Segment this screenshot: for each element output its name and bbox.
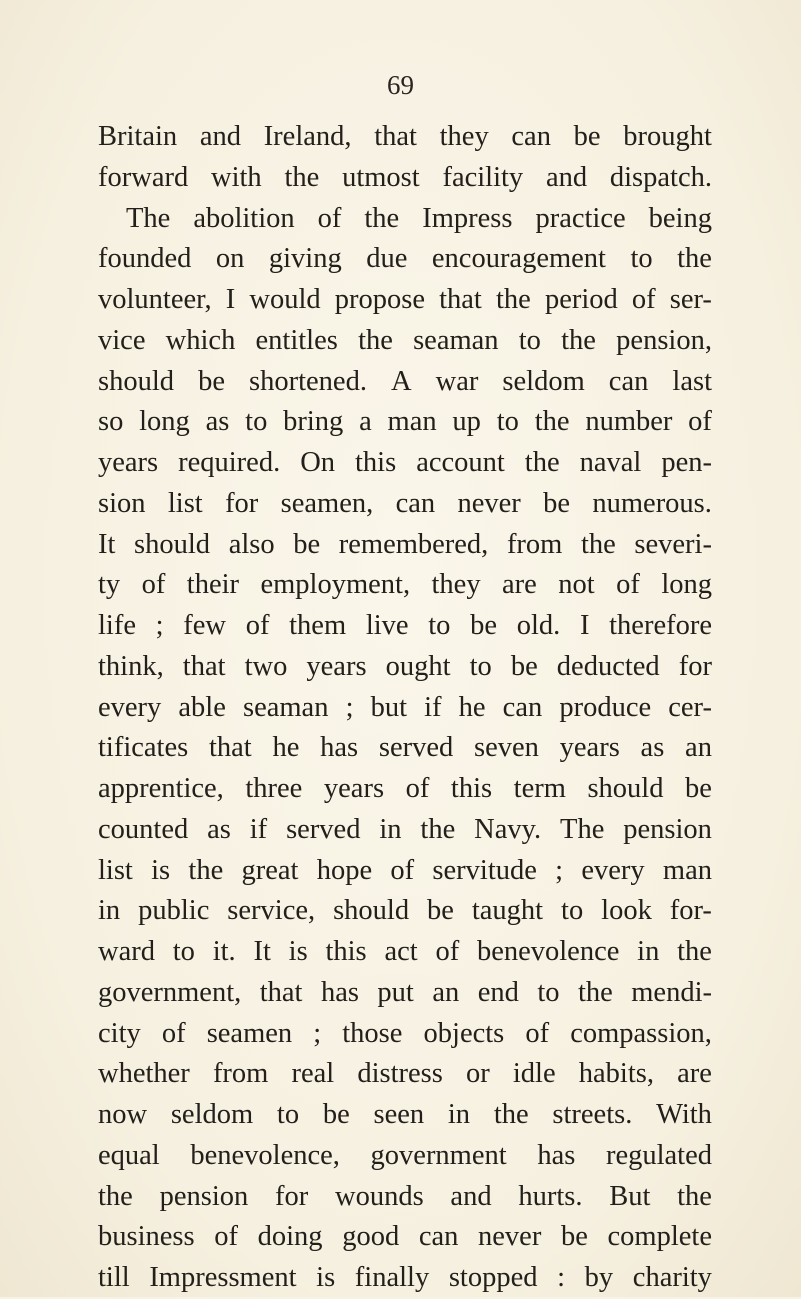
word: this: [450, 773, 493, 804]
word: seldom: [502, 365, 585, 397]
word: that: [182, 650, 226, 682]
word: due: [366, 243, 408, 275]
word: On: [300, 447, 336, 478]
word: whether: [98, 1058, 190, 1090]
word: A: [391, 365, 412, 397]
text-line: [98, 484, 712, 525]
word: benevolence,: [190, 1139, 340, 1171]
word: he: [458, 691, 486, 723]
word: pension: [623, 813, 712, 845]
word: service,: [227, 895, 316, 927]
word: real: [291, 1058, 335, 1090]
word: not: [558, 569, 595, 601]
text-line: [98, 810, 712, 851]
word: utmost: [342, 161, 420, 193]
word: public: [138, 895, 210, 927]
word: is: [316, 1262, 336, 1293]
word: seaman: [413, 324, 499, 356]
word: the: [677, 243, 712, 275]
word: the: [677, 936, 712, 967]
word: in: [637, 936, 660, 967]
word: charity: [632, 1262, 712, 1293]
word: years: [323, 773, 385, 804]
word: is: [288, 936, 308, 967]
word: cer-: [668, 691, 712, 723]
word: for-: [669, 895, 712, 927]
word: years: [306, 650, 367, 682]
word: which: [165, 324, 236, 356]
word: ought: [385, 650, 451, 682]
text-line: [98, 321, 712, 362]
word: the: [677, 1180, 712, 1212]
word: of: [214, 1221, 238, 1253]
text-line: [98, 117, 712, 158]
word: regulated: [605, 1139, 712, 1171]
text-line: [98, 1258, 712, 1299]
word: every: [98, 691, 162, 723]
word: in: [379, 813, 402, 845]
text-line: [98, 1054, 712, 1095]
word: are: [502, 569, 537, 601]
word: benevolence: [476, 936, 620, 967]
text-line: [98, 565, 712, 606]
word: has: [320, 976, 359, 1008]
word: to: [561, 895, 584, 927]
word: the: [420, 813, 456, 845]
word: that: [259, 976, 303, 1008]
word: every: [581, 854, 645, 886]
word: they: [439, 121, 489, 152]
word: of: [141, 569, 166, 601]
word: for: [225, 487, 259, 519]
word: that: [208, 732, 252, 764]
word: the: [284, 161, 320, 193]
word: and: [545, 161, 588, 193]
word: The: [126, 202, 171, 234]
text-line: [98, 647, 712, 688]
word: seaman: [242, 691, 329, 723]
word: able: [178, 691, 226, 723]
word: on: [215, 243, 245, 275]
word: hurts.: [518, 1180, 583, 1212]
word: act: [384, 936, 418, 967]
word: they: [431, 569, 481, 601]
word: the: [561, 324, 596, 356]
text-line: [98, 688, 712, 729]
word: stopped: [448, 1262, 538, 1293]
word: can: [395, 487, 436, 519]
word: with: [211, 161, 262, 193]
word: Impressment: [149, 1262, 297, 1293]
word: of: [245, 610, 270, 641]
word: business: [98, 1221, 195, 1253]
word: of: [317, 202, 342, 234]
word: up: [452, 406, 481, 438]
word: giving: [268, 243, 342, 275]
word: or: [465, 1058, 490, 1090]
word: naval: [579, 447, 642, 478]
word: can: [418, 1221, 459, 1253]
word: to: [245, 406, 268, 438]
word: to: [518, 324, 541, 356]
word: seven: [474, 732, 539, 764]
page-number: 69: [387, 70, 414, 100]
word: term: [513, 773, 566, 804]
word: to: [428, 610, 451, 641]
word: if: [249, 813, 268, 845]
word: account: [416, 447, 505, 478]
word: Navy.: [474, 813, 542, 845]
word: end: [477, 976, 519, 1008]
word: to: [172, 936, 195, 967]
word: The: [560, 813, 605, 845]
word: long: [661, 569, 712, 601]
word: vice: [98, 324, 146, 356]
word: but: [370, 691, 408, 723]
word: an: [685, 732, 712, 764]
word: to: [630, 243, 653, 275]
word: finally: [354, 1262, 430, 1293]
word: the: [495, 284, 531, 315]
word: ;: [155, 610, 164, 641]
word: old.: [516, 610, 561, 641]
text-line: [98, 525, 712, 566]
word: few: [183, 610, 227, 641]
word: seamen,: [280, 487, 374, 519]
word: as: [207, 813, 231, 845]
word: in: [447, 1099, 471, 1130]
word: equal: [98, 1139, 160, 1171]
word: would: [249, 284, 321, 315]
word: their: [186, 569, 240, 601]
text-line: [98, 769, 712, 810]
word: Impress: [422, 202, 513, 234]
word: should: [98, 365, 175, 397]
word: dispatch.: [609, 161, 712, 193]
text-line: [98, 932, 712, 973]
word: served: [378, 732, 454, 764]
word: entitles: [255, 324, 338, 356]
text-line: [98, 1136, 712, 1177]
word: the: [493, 1099, 529, 1130]
word: also: [228, 528, 275, 560]
word: government: [370, 1139, 507, 1171]
word: mendi-: [631, 976, 712, 1008]
word: doing: [257, 1221, 323, 1253]
word: pension,: [616, 324, 712, 356]
word: and: [450, 1180, 492, 1212]
text-line: [98, 1177, 712, 1218]
word: seamen: [206, 1017, 293, 1049]
word: founded: [98, 243, 192, 275]
word: shortened.: [249, 365, 367, 397]
word: that: [374, 121, 417, 152]
word: to: [469, 650, 492, 682]
word: distress: [357, 1058, 443, 1090]
word: be: [470, 610, 498, 641]
word: I: [579, 610, 590, 641]
word: be: [427, 895, 454, 927]
text-line: [98, 362, 712, 403]
word: to: [537, 976, 560, 1008]
word: be: [293, 528, 321, 560]
word: has: [537, 1139, 576, 1171]
word: should: [587, 773, 664, 804]
word: of: [525, 1017, 550, 1049]
word: can: [502, 691, 543, 723]
word: being: [648, 202, 712, 234]
word: an: [432, 976, 460, 1008]
word: years: [559, 732, 620, 764]
word: served: [286, 813, 361, 845]
word: the: [188, 854, 224, 886]
word: :: [557, 1262, 566, 1293]
word: good: [342, 1221, 400, 1253]
word: them: [289, 610, 347, 641]
text-line: [98, 199, 712, 240]
word: number: [585, 406, 673, 438]
word: idle: [512, 1058, 556, 1090]
word: encouragement: [431, 243, 606, 275]
word: be: [573, 121, 601, 152]
text-line: [98, 973, 712, 1014]
word: of: [390, 854, 415, 886]
word: life: [98, 610, 136, 641]
word: pen-: [661, 447, 712, 478]
word: I: [225, 284, 236, 315]
word: the: [364, 202, 400, 234]
word: remembered,: [338, 528, 489, 560]
word: be: [322, 1099, 350, 1130]
word: never: [478, 1221, 542, 1253]
word: should: [134, 528, 211, 560]
word: therefore: [609, 610, 712, 641]
word: should: [333, 895, 410, 927]
word: be: [510, 650, 538, 682]
word: the: [577, 976, 613, 1008]
word: can: [608, 365, 649, 397]
word: required.: [178, 447, 281, 478]
word: two: [244, 650, 288, 682]
word: bring: [283, 406, 344, 438]
word: put: [377, 976, 414, 1008]
word: look: [601, 895, 652, 927]
word: last: [672, 365, 712, 397]
word: objects: [423, 1017, 505, 1049]
word: be: [560, 1221, 588, 1253]
word: of: [616, 569, 640, 601]
word: facility: [442, 161, 524, 193]
word: period: [544, 284, 618, 315]
word: this: [325, 936, 367, 967]
word: from: [212, 1058, 269, 1090]
word: that: [439, 284, 482, 315]
word: live: [365, 610, 409, 641]
word: man: [387, 406, 437, 438]
word: habits,: [578, 1058, 654, 1090]
word: of: [161, 1017, 186, 1049]
word: taught: [471, 895, 544, 927]
body-text: [98, 117, 712, 1299]
word: brought: [623, 121, 712, 152]
word: It: [253, 936, 271, 967]
word: hope: [316, 854, 373, 886]
text-line: [98, 1014, 712, 1055]
word: government,: [98, 976, 242, 1008]
word: produce: [559, 691, 652, 723]
word: long: [139, 406, 190, 438]
text-line: [98, 443, 712, 484]
word: be: [198, 365, 225, 397]
word: list: [98, 854, 133, 886]
word: be: [543, 487, 571, 519]
word: ;: [555, 854, 564, 886]
word: tificates: [98, 732, 189, 764]
word: in: [98, 895, 121, 927]
word: But: [609, 1180, 651, 1212]
text-line: [98, 239, 712, 280]
word: ;: [345, 691, 354, 723]
text-line: [98, 402, 712, 443]
word: three: [245, 773, 303, 804]
word: Ireland,: [263, 121, 352, 152]
word: ward: [98, 936, 155, 967]
word: to: [496, 406, 519, 438]
word: city: [98, 1017, 141, 1049]
word: from: [506, 528, 563, 560]
word: volunteer,: [98, 284, 212, 315]
word: and: [199, 121, 241, 152]
word: the: [358, 324, 393, 356]
word: be: [685, 773, 712, 804]
word: abolition: [193, 202, 295, 234]
text-line: [98, 280, 712, 321]
word: compassion,: [570, 1017, 712, 1049]
word: streets.: [552, 1099, 633, 1130]
text-line: [98, 1217, 712, 1258]
word: ;: [313, 1017, 322, 1049]
word: of: [631, 284, 656, 315]
text-line: [98, 851, 712, 892]
word: numerous.: [592, 487, 712, 519]
word: pension: [159, 1180, 249, 1212]
word: are: [677, 1058, 712, 1090]
word: the: [524, 447, 560, 478]
word: servitude: [432, 854, 537, 886]
word: those: [342, 1017, 403, 1049]
word: of: [435, 936, 460, 967]
word: forward: [98, 161, 189, 193]
word: war: [435, 365, 479, 397]
word: the: [534, 406, 570, 438]
text-line: [98, 606, 712, 647]
word: years: [98, 447, 159, 478]
word: as: [205, 406, 230, 438]
word: severi-: [634, 528, 712, 560]
word: deducted: [556, 650, 660, 682]
word: so: [98, 406, 124, 438]
word: this: [355, 447, 397, 478]
word: by: [584, 1262, 614, 1293]
word: now: [98, 1099, 148, 1130]
word: the: [98, 1180, 133, 1212]
word: never: [457, 487, 521, 519]
word: a: [359, 406, 372, 438]
word: propose: [334, 284, 425, 315]
word: to: [276, 1099, 300, 1130]
word: sion: [98, 487, 146, 519]
word: he: [272, 732, 300, 764]
word: till: [98, 1262, 130, 1293]
word: great: [241, 854, 299, 886]
word: seen: [373, 1099, 425, 1130]
word: for: [275, 1180, 309, 1212]
word: has: [320, 732, 359, 764]
word: of: [688, 406, 712, 438]
text-line: [98, 158, 712, 199]
word: wounds: [334, 1180, 424, 1212]
word: for: [678, 650, 712, 682]
word: man: [662, 854, 712, 886]
word: Britain: [98, 121, 178, 152]
text-line: [98, 1095, 712, 1136]
word: if: [424, 691, 442, 723]
word: can: [511, 121, 551, 152]
text-line: [98, 728, 712, 769]
word: ty: [98, 569, 121, 601]
word: complete: [607, 1221, 712, 1253]
word: With: [656, 1099, 712, 1130]
word: the: [580, 528, 616, 560]
word: list: [167, 487, 203, 519]
word: counted: [98, 813, 189, 845]
word: ser-: [669, 284, 712, 315]
word: of: [405, 773, 430, 804]
word: It: [98, 528, 116, 560]
word: apprentice,: [98, 773, 224, 804]
word: as: [640, 732, 665, 764]
word: is: [151, 854, 171, 886]
word: it.: [212, 936, 236, 967]
text-line: [98, 891, 712, 932]
word: practice: [535, 202, 626, 234]
word: think,: [98, 650, 164, 682]
word: seldom: [170, 1099, 254, 1130]
word: employment,: [260, 569, 411, 601]
